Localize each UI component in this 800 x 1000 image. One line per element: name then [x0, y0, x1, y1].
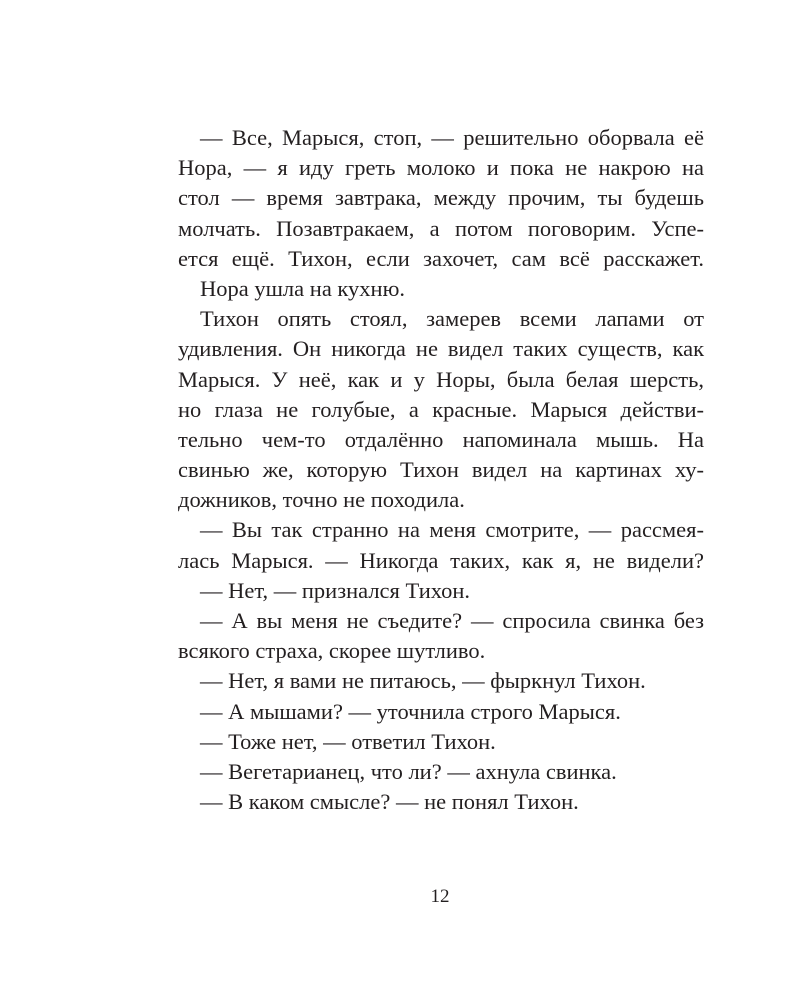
text-line: Тихон опять стоял, замерев всеми лапами от: [200, 306, 704, 332]
text-line: Нора ушла на кухню.: [200, 275, 406, 301]
body-text: [178, 123, 704, 817]
text-line: стол — время завтрака, между прочим, ты будешь: [178, 185, 704, 211]
text-line: ется ещё. Тихон, если захочет, сам всё расскажет.: [178, 245, 704, 271]
text-line: свинью же, которую Тихон видел на картинах ху-: [178, 457, 704, 483]
text-line: — А вы меня не съедите? — спросила свинка без: [200, 608, 704, 633]
text-line: — Нет, — признался Тихон.: [200, 577, 471, 603]
text-line: — Все, Марыся, стоп, — решительно оборвала её: [200, 125, 704, 150]
text-line: молчать. Позавтракаем, а потом поговорим. Успе-: [178, 215, 704, 241]
text-line: но глаза не голубые, а красные. Марыся действи-: [178, 396, 704, 422]
text-line: — В каком смысле? — не понял Тихон.: [200, 789, 579, 815]
page-number: 12: [430, 886, 450, 907]
text-line: дожников, точно не походила.: [178, 487, 465, 513]
text-line: — А мышами? — уточнила строго Марыся.: [200, 698, 621, 724]
text-line: всякого страха, скорее шутливо.: [178, 638, 486, 664]
text-line: — Нет, я вами не питаюсь, — фыркнул Тихон.: [200, 668, 646, 694]
text-line: Нора, — я иду греть молоко и пока не накрою на: [178, 155, 704, 181]
text-line: — Вы так странно на меня смотрите, — рассмея-: [200, 517, 704, 543]
text-line: удивления. Он никогда не видел таких существ, как: [178, 336, 704, 362]
text-line: — Тоже нет, — ответил Тихон.: [200, 728, 496, 754]
text-line: Марыся. У неё, как и у Норы, была белая шерсть,: [178, 366, 704, 392]
text-line: — Вегетарианец, что ли? — ахнула свинка.: [200, 758, 617, 784]
text-line: тельно чем-то отдалённо напоминала мышь. На: [178, 426, 704, 452]
text-line: лась Марыся. — Никогда таких, как я, не видели?: [178, 547, 704, 573]
